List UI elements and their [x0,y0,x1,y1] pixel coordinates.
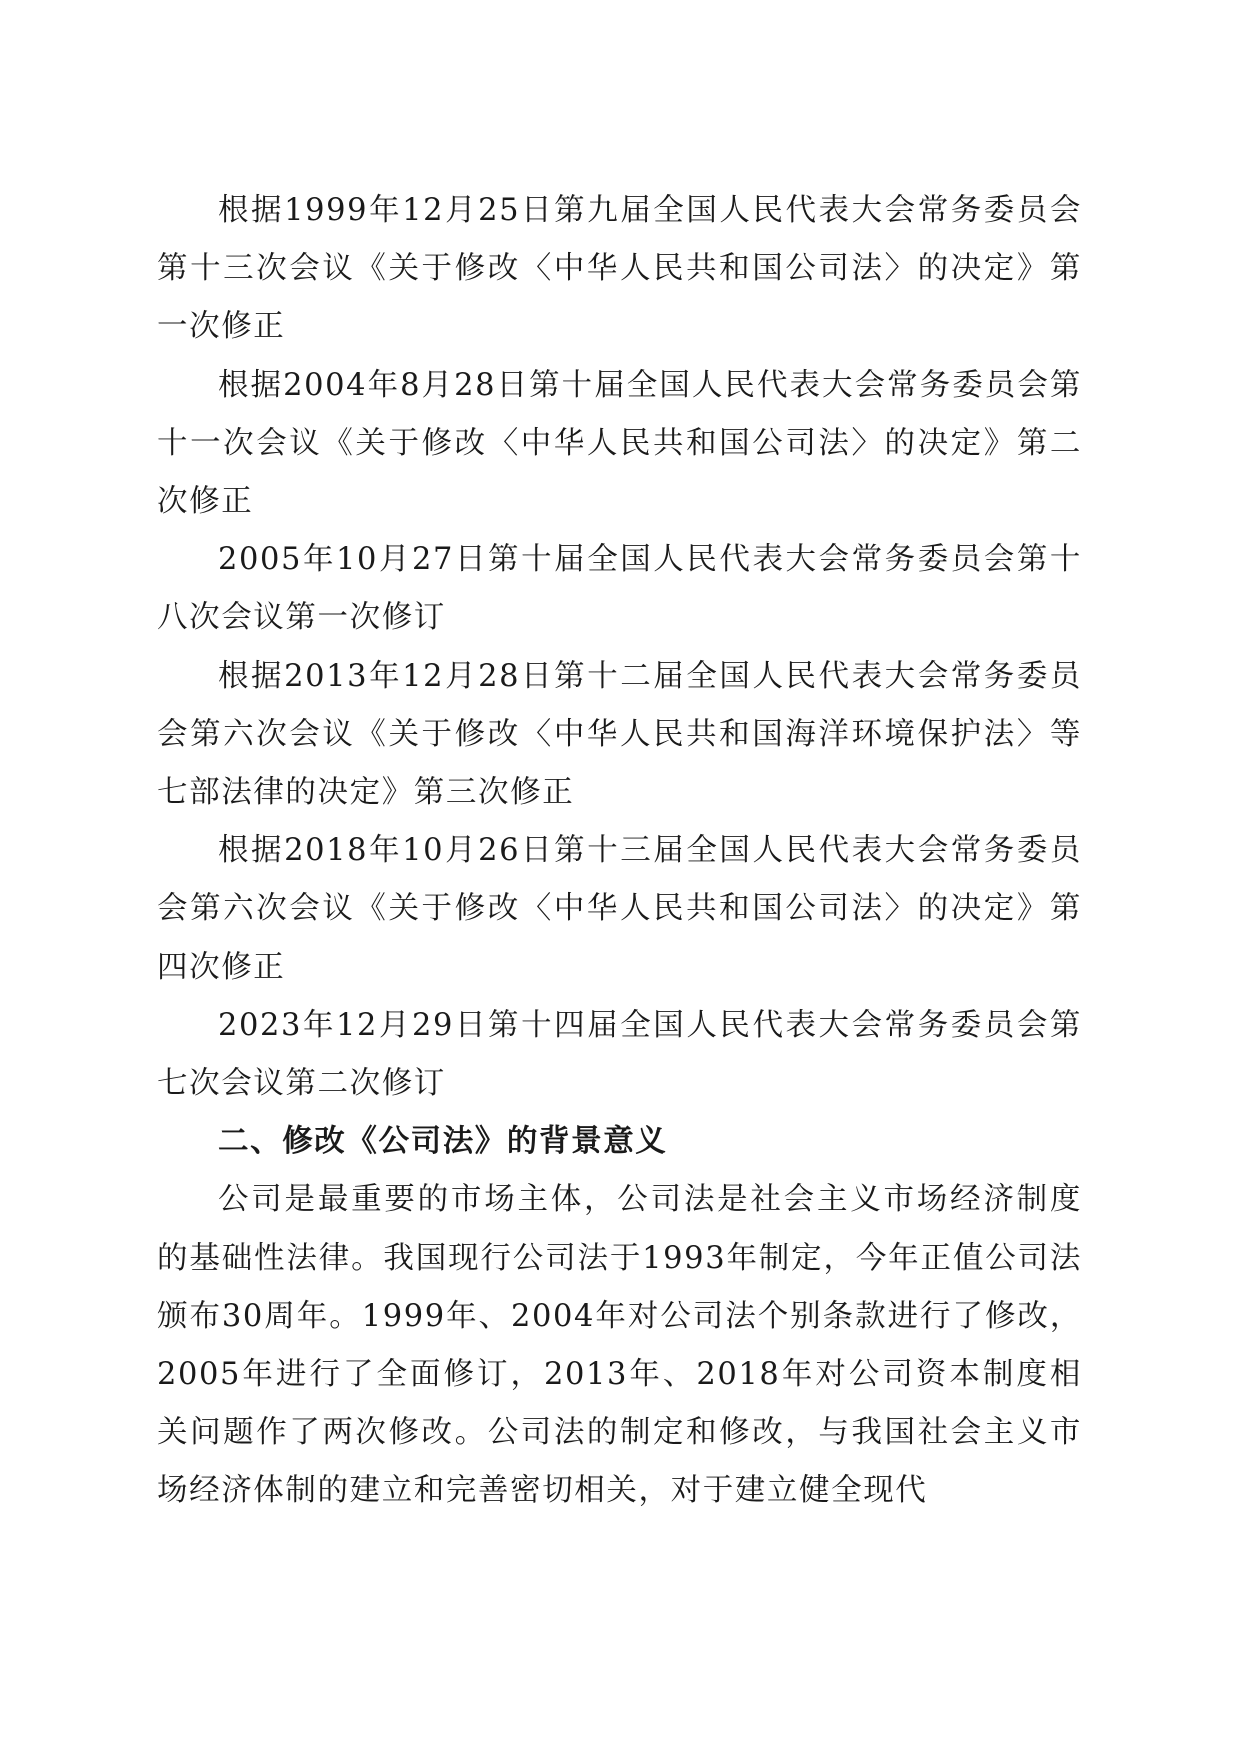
body-paragraph: 公司是最重要的市场主体，公司法是社会主义市场经济制度的基础性法律。我国现行公司法于1993年制定，今年正值公司法颁布30周年。1999年、2004年对公司法个别条款进行了修改，2005年进行了全面修订，2013年、2018年对公司资本制度相关问题作了两次修改。公司法的制定和修改，与我国社会主义市场经济体制的建立和完善密切相关，对于建立健全现代 [157,1182,1082,1509]
document-page [157,182,1082,1521]
revision-paragraph-2005: 2005年10月27日第十届全国人民代表大会常务委员会第十八次会议第一次修订 [157,542,1082,636]
revision-paragraph-2004: 根据2004年8月28日第十届全国人民代表大会常务委员会第十一次会议《关于修改〈中华人民共和国公司法〉的决定》第二次修正 [157,367,1082,520]
revision-paragraph-2023: 2023年12月29日第十四届全国人民代表大会常务委员会第七次会议第二次修订 [157,1007,1082,1102]
revision-paragraph-2018: 根据2018年10月26日第十三届全国人民代表大会常务委员会第六次会议《关于修改〈中华人民共和国公司法〉的决定》第四次修正 [157,833,1082,985]
revision-paragraph-1999: 根据1999年12月25日第九届全国人民代表大会常务委员会第十三次会议《关于修改〈中华人民共和国公司法〉的决定》第一次修正 [157,193,1082,345]
revision-paragraph-2013: 根据2013年12月28日第十二届全国人民代表大会常务委员会第六次会议《关于修改〈中华人民共和国海洋环境保护法〉等七部法律的决定》第三次修正 [157,658,1082,811]
section-heading: 二、修改《公司法》的背景意义 [218,1124,668,1160]
